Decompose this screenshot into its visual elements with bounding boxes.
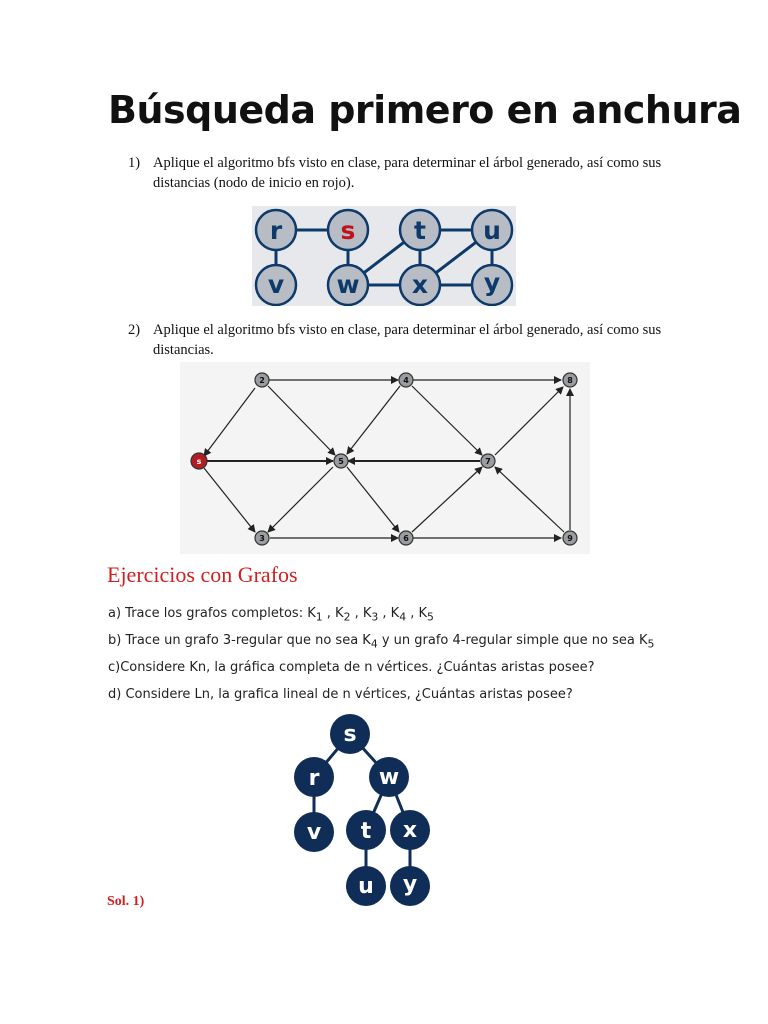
exercise-d: d) Considere Ln, la grafica lineal de n vértices, ¿Cuántas aristas posee? [108,687,573,702]
k4-sub: 4 [370,637,378,651]
bfs-tree [288,710,438,910]
tree-node-r-label: r [308,766,320,791]
exercise-a [108,606,434,624]
exercise-b-text: b) Trace un grafo 3-regular que no sea K [108,633,371,648]
tree-node-t-label: t [360,819,372,844]
node-s-label: s [340,216,356,245]
exercise-a-text: a) Trace los grafos completos: K [108,606,316,621]
k5-sub: 5 [647,637,655,651]
exercise-b [108,633,654,651]
tree-node-w-label: w [378,765,400,790]
k-sep-3: , K [378,606,400,621]
node-6-label: 6 [403,534,409,543]
node-s-label: s [196,457,202,466]
tree-node-v-label: v [306,820,322,845]
node-8-label: 8 [567,376,573,385]
node-v-label: v [267,270,285,299]
node-2-label: 2 [259,376,265,385]
tree-node-u-label: u [358,874,374,899]
graph-1 [252,206,516,306]
node-u-label: u [483,216,501,245]
k-sub-4: 4 [399,610,407,624]
node-y-label: y [483,268,501,297]
node-9-label: 9 [567,534,573,543]
exercise-2-number: 2) [128,322,141,338]
exercise-b-mid: y un grafo 4-regular simple que no sea K [377,633,648,648]
exercise-2-text: Aplique el algoritmo bfs visto en clase, para determinar el árbol generado, así como sus distancias. [153,322,662,358]
solution-label: Sol. 1) [107,894,145,909]
graph-2-background [180,362,590,554]
graph-2 [180,362,590,554]
k-sub-2: 2 [343,610,351,624]
k-sub-1: 1 [315,610,323,624]
node-t-label: t [414,216,426,245]
node-7-label: 7 [485,457,491,466]
tree-node-y-label: y [402,872,418,897]
exercise-1-text: Aplique el algoritmo bfs visto en clase, para determinar el árbol generado, así como sus distancias (nodo de inicio en rojo). [153,155,662,191]
k-sep-1: , K [322,606,344,621]
node-4-label: 4 [403,376,409,385]
node-w-label: w [336,270,360,299]
tree-node-s-label: s [343,722,357,747]
exercise-1-number: 1) [128,155,141,171]
node-3-label: 3 [259,534,265,543]
k-sub-5: 5 [427,610,434,624]
k-sep-4: , K [406,606,427,621]
exercise-c: c)Considere Kn, la gráfica completa de n vértices. ¿Cuántas aristas posee? [108,660,595,675]
node-x-label: x [411,270,429,299]
node-5-label: 5 [338,457,344,466]
k-sub-3: 3 [371,610,379,624]
node-r-label: r [269,216,283,245]
section-title: Ejercicios con Grafos [107,562,298,587]
page-title: Búsqueda primero en anchura [108,88,742,132]
k-sep-2: , K [350,606,372,621]
tree-node-x-label: x [402,818,418,843]
